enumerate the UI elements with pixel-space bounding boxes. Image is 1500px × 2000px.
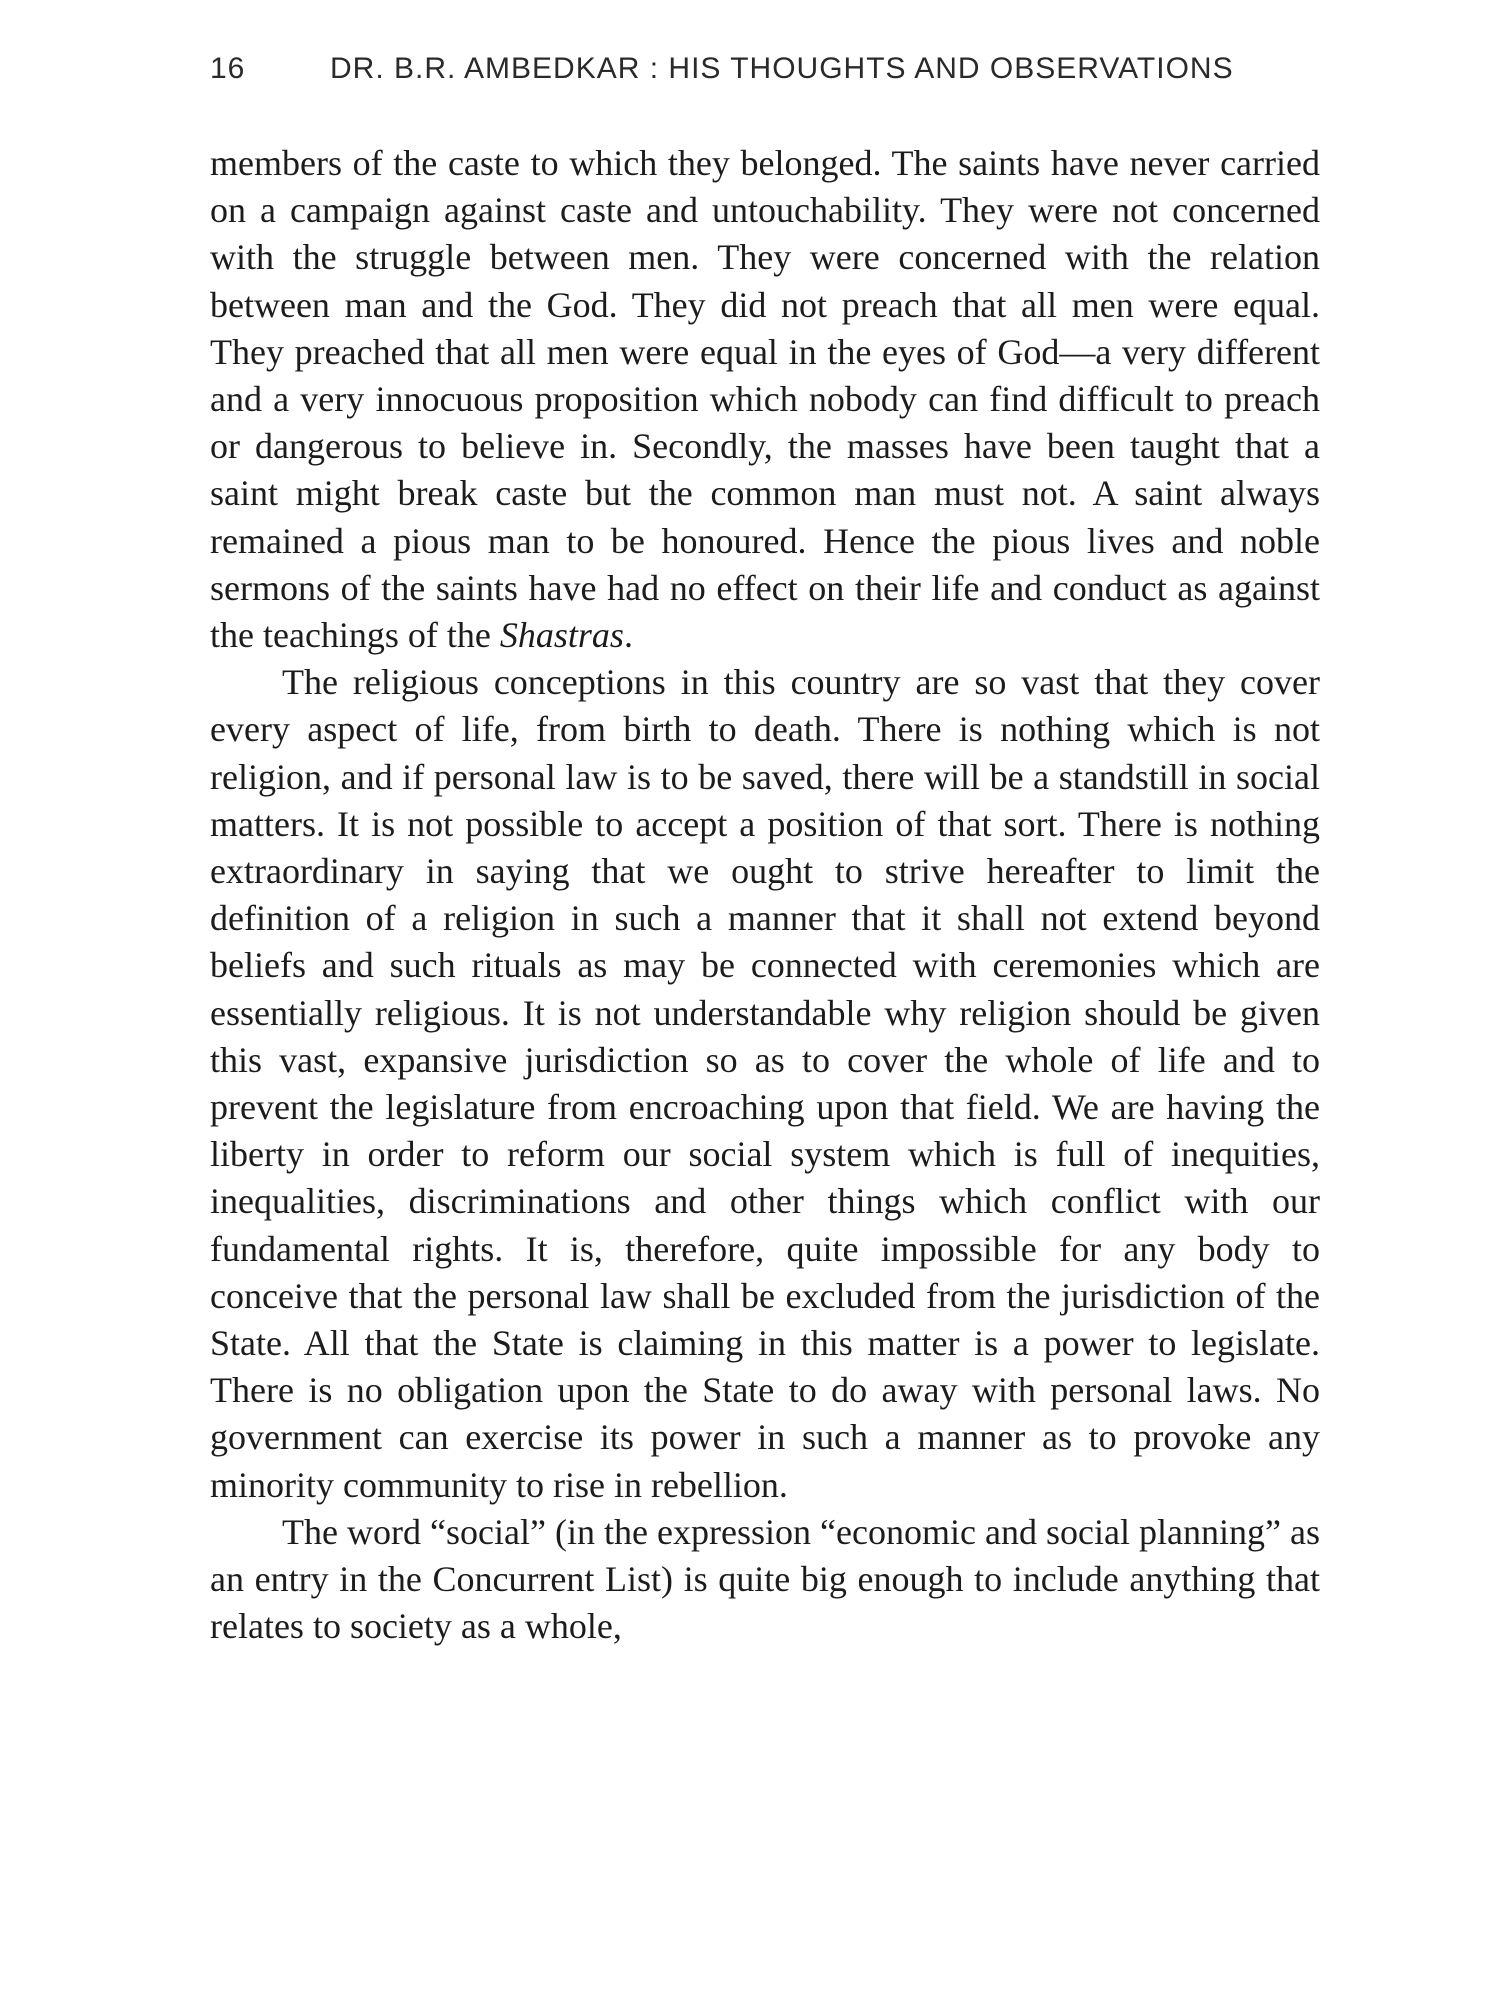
book-title: DR. B.R. AMBEDKAR : HIS THOUGHTS AND OBSERVATIONS xyxy=(330,52,1234,85)
running-header xyxy=(210,52,1320,96)
shastras-italic: Shastras xyxy=(499,615,624,656)
paragraph-2: The religious conceptions in this country are so vast that they cover every aspect of life, from birth to death. There is nothing which is not religion, and if personal law is to be saved, there will be a standstill in social matters. It is not possible to accept a position of that sort. There is nothing extraordinary in saying that we ought to strive hereafter to limit the definition of a religion in such a manner that it shall not extend beyond beliefs and such rituals as may be connected with ceremonies which are essentially religious. It is not understandable why religion should be given this vast, expansive jurisdiction so as to cover the whole of life and to prevent the legislature from encroaching upon that field. We are having the liberty in order to reform our social system which is full of inequities, inequalities, discriminations and other things which conflict with our fundamental rights. It is, therefore, quite impossible for any body to conceive that the personal law shall be excluded from the jurisdiction of the State. All that the State is claiming in this matter is a power to legislate. There is no obligation upon the State to do away with personal laws. No government can exercise its power in such a manner as to provoke any minority community to rise in rebellion. xyxy=(210,662,1320,1505)
page-number: 16 xyxy=(210,52,246,85)
paragraph-3: The word “social” (in the expression “economic and social planning” as an entry in the Concurrent List) is quite big enough to include anything that relates to society as a whole, xyxy=(210,1511,1320,1647)
page-body xyxy=(210,140,1320,1651)
paragraph-1 xyxy=(210,140,1320,659)
paragraph-1-text: members of the caste to which they belonged. The saints have never carried on a campaign against caste and untouchability. They were not concerned with the struggle between men. They were concerned with the relation between man and the God. They did not preach that all men were equal. They preached that all men were equal in the eyes of God—a very different and a very innocuous proposition which nobody can find difficult to preach or dangerous to believe in. Secondly, the masses have been taught that a saint might break caste but the common man must not. A saint always remained a pious man to be honoured. Hence the pious lives and noble sermons of the saints have had no effect on their life and conduct as against the teachings of the xyxy=(210,143,1320,656)
paragraph-1-end: . xyxy=(623,615,633,656)
